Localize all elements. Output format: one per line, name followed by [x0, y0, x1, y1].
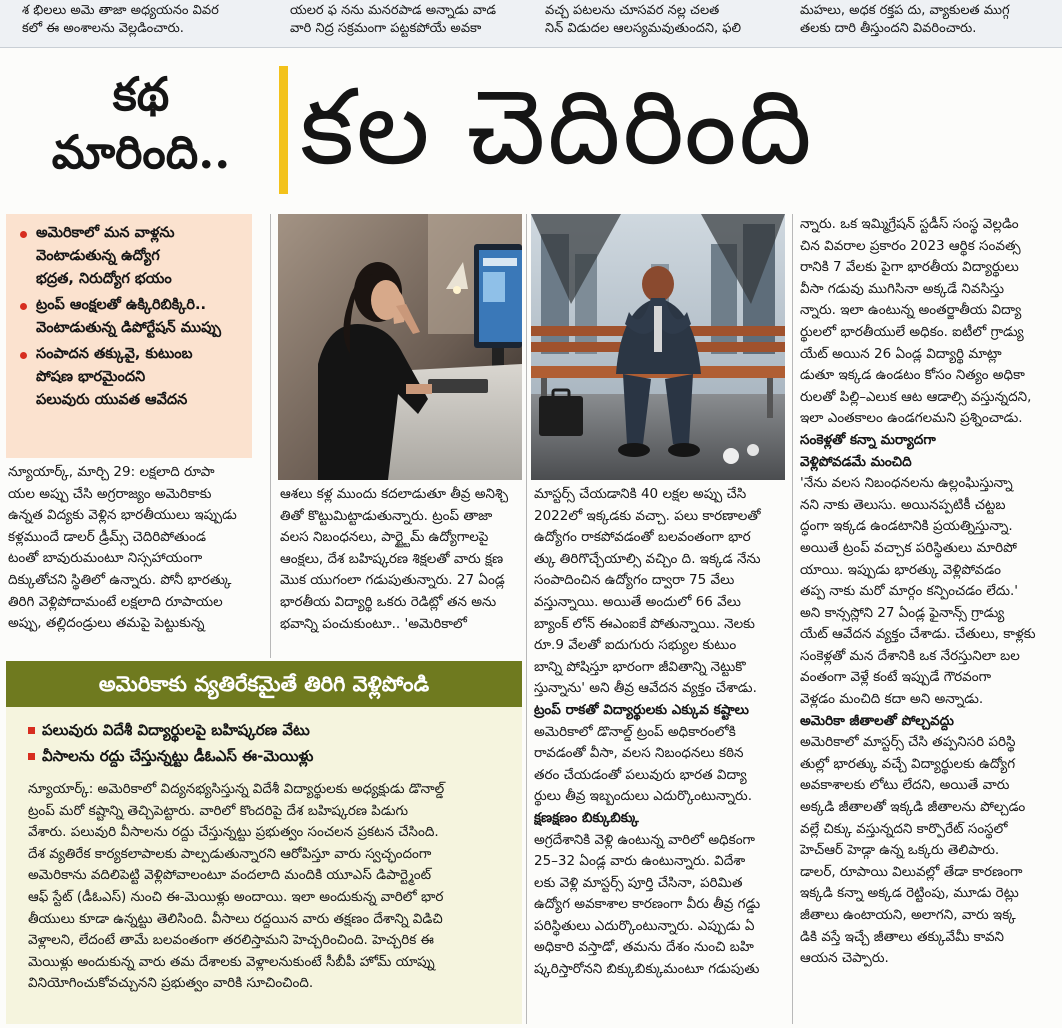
text-line: యేట్ అయిన 26 ఏండ్ల విద్యార్థి మాట్లా	[800, 345, 1002, 362]
photo-man-on-bench	[531, 214, 785, 480]
text-line: అమెరికాలో మాస్టర్స్ చేసి తప్పనిసరి పరిస్థి	[800, 734, 1016, 751]
text-line: 25–32 ఏండ్ల వారు ఉంటున్నారు. విదేశా	[534, 853, 746, 870]
text-line: ఆఫ్ స్టేట్ (డీఓఎస్) నుంచి ఈ-మెయిళ్లు అందాయి. ఇలా అందుకున్న వారిలో భార	[28, 888, 444, 905]
text-line: అయితే ట్రంప్ వచ్చాక పరిస్థితులు మారిపో	[800, 539, 1017, 556]
subheading: ట్రంప్ రాకతో విద్యార్థులకు ఎక్కువ కష్టాలు	[534, 701, 749, 718]
highlights-box	[6, 214, 252, 458]
text-line: తితో కొట్టుమిట్టాడుతున్నారు. ట్రంప్ తాజా	[280, 507, 493, 524]
strip-line: వారి నిద్ర సక్రమంగా పట్టకపోయే అవకా	[290, 21, 482, 36]
text-line: సంకెళ్లతో మన దేశానికి ఒక నేరస్తునిలా బల	[800, 647, 1020, 664]
text-line: తిరిగి వెళ్లిపోదామంటే లక్షలాది రూపాయల	[8, 593, 223, 610]
article-column-2	[280, 484, 524, 635]
text-line: ఉన్నత విద్యకు వెళ్లిన భారతీయులు ఇప్పుడు	[8, 507, 237, 524]
text-line: రానికి 7 వేలకు పైగా భారతీయ విద్యార్థులు	[800, 259, 1019, 276]
previous-article-strip	[0, 0, 1062, 48]
column-rule	[270, 214, 271, 658]
text-line: తప్ప నాకు మరో మార్గం కన్పించడం లేదు.'	[800, 583, 1018, 600]
text-line: ఉద్యోగం రాకపోవడంతో బలవంతంగా భార	[534, 529, 751, 546]
text-line: మాస్టర్స్ చేయడానికి 40 లక్షల అప్పు చేసి	[534, 486, 747, 502]
article-column-3	[534, 484, 790, 981]
text-line: న్యూయార్క్, మార్చి 29: లక్షలాది రూపా	[8, 464, 215, 480]
text-line: మెయిళ్లు అందుకున్న వారు తమ దేశాలకు వెళ్లాలనుకుంటే సీబీపీ హోమ్ యాప్ను	[28, 953, 435, 970]
text-line: ఉద్యోగ అవకాశాల కారణంగా వీరు తీవ్ర గడ్డు	[534, 896, 761, 913]
text-line: ఆయన చెప్పారు.	[800, 950, 889, 967]
text-line: ద్ధంగా ఇక్కడ ఉండటానికి ప్రయత్నిస్తున్నా.	[800, 518, 1013, 535]
highlight-line: వెంటాడుతున్న ఉద్యోగ	[36, 248, 160, 264]
photo-stressed-woman	[278, 214, 522, 480]
subheading: సంకెళ్లతో కన్నా మర్యాదగా	[800, 431, 936, 448]
text-line: భారతీయ విద్యార్థి ఒకరు రెడిట్లో తన అను	[280, 593, 497, 610]
article-column-1	[8, 462, 266, 635]
strip-line: శ భిలలు అమె తాజా అధ్యయనం వివర	[22, 3, 219, 18]
article-column-4	[800, 214, 1058, 970]
text-line: ర్థులలో భారతీయులే అధికం. ఐటీలో గ్రాడ్యు	[800, 323, 1024, 340]
text-line: డాలర్, రూపాయి విలువల్లో తేడా కారణంగా	[800, 863, 1023, 880]
text-line: రులతో పిల్లి–ఎలుక ఆట ఆడాల్సి వస్తున్నదని,	[800, 388, 1032, 405]
text-line: వీసా గడువు ముగిసినా అక్కడే నివసిస్తు	[800, 280, 1005, 297]
section-body	[28, 779, 512, 995]
text-line: అక్కడి జీతాలతో ఇక్కడి జీతాలను పోల్చడం	[800, 799, 1026, 816]
text-line: బ్యాంక్ లోన్ ఈఎంఐకే పోతున్నాయి. నెలకు	[534, 615, 755, 632]
column-rule	[792, 214, 793, 1024]
text-line: ట్రంప్ మరో కష్టాన్ని తెచ్చిపెట్టారు. వారిలో కొందరిపై దేశ బహిష్కరణ పిడుగు	[28, 802, 409, 819]
text-line: ఇలా ఎంతకాలం ఉండగలమని ప్రశ్నించాడు.	[800, 410, 1023, 427]
column-rule	[526, 214, 527, 1024]
strip-column-4	[800, 0, 1058, 48]
text-line: అమెరికాను వదిలిపెట్టి వెళ్లిపోవాలంటూ వందలాది మందికి యూఎస్ డిపార్ట్మెంట్	[28, 867, 432, 884]
text-line: స్తున్నాను' అని తీవ్ర ఆవేదన వ్యక్తం చేశాడు.	[534, 680, 757, 697]
highlight-line: పలువురు యువత ఆవేదన	[36, 392, 188, 408]
text-line: వినియోగించుకోవచ్చునని ప్రభుత్వం వారికి సూచించింది.	[28, 975, 314, 992]
highlight-item	[20, 343, 246, 412]
text-line: ఇక్కడి కన్నా అక్కడ రెట్టింపు, మూడు రెట్లు	[800, 885, 1019, 902]
text-line: వల్లే చిక్కు వస్తున్నదని కార్పొరేట్ సంస్థలో	[800, 820, 1008, 837]
text-line: వేశారు. పలువురి వీసాలను రద్దు చేస్తున్నట్టు ప్రభుత్వం సంచలన ప్రకటన చేసింది.	[28, 824, 439, 841]
text-line: అప్పు, తల్లిదండ్రులు తమపై పెట్టుకున్న	[8, 615, 205, 632]
text-line: వెళ్లడం మంచిది కదా అని అన్నాడు.	[800, 691, 984, 708]
text-line: అవకాశాలకు లోటు లేదని, అయితే వారు	[800, 777, 1010, 794]
section-bullet: పలువురు విదేశీ విద్యార్థులపై బహిష్కరణ వేటు	[28, 717, 512, 743]
text-line: యాయి. ఇప్పుడు భారత్కు వెళ్లిపోవడం	[800, 561, 1001, 578]
text-line: పరిస్థితులు ఎదుర్కొంటున్నారు. ఎప్పుడు ఏ	[534, 917, 755, 934]
highlight-item	[20, 222, 246, 291]
photo-stressed-woman-image	[278, 214, 522, 480]
text-line: న్నారు. ఇలా ఉంటున్న అంతర్జాతీయ విద్యా	[800, 302, 1022, 319]
text-line: అమెరికాలో డొనాల్డ్ ట్రంప్ అధికారంలోకి	[534, 723, 736, 740]
highlight-line: భద్రత, నిరుద్యోగ భయం	[36, 271, 172, 287]
strip-line: కలో ఈ అంశాలను వెల్లడించారు.	[22, 21, 184, 36]
text-line: కళ్లముందే డాలర్ డ్రీమ్స్ చెదిరిపోతుండ	[8, 528, 207, 545]
text-line: అని కాన్సస్లోని 27 ఏండ్ల ఫైనాన్స్ గ్రాడ్యు	[800, 604, 1005, 621]
text-line: వంతంగా వెళ్లే కంటే ఇప్పుడే గౌరవంగా	[800, 669, 992, 686]
text-line: తరం చేయడంతో పలువురు భారత విద్యా	[534, 766, 747, 783]
text-line: జీతాలు ఉంటాయని, అలాగని, వారు ఇక్క	[800, 907, 1016, 923]
text-line: మొక యుగంలా గడుపుతున్నారు. 27 ఏండ్ల	[280, 572, 505, 589]
text-line: న్యూయార్క్: అమెరికాలో విద్యనభ్యసిస్తున్న విదేశీ విద్యార్థులకు అధ్యక్షుడు డొనాల్డ్	[28, 781, 445, 797]
subheading: క్షణక్షణం బిక్కుబిక్కు	[534, 809, 639, 826]
text-line: తీయులు కూడా ఉన్నట్టు తెలిసింది. వీసాలు రద్దయిన వారు తక్షణం దేశాన్ని విడిచి	[28, 910, 443, 927]
text-line: సంపాదించిన ఉద్యోగం ద్వారా 75 వేలు	[534, 572, 735, 589]
text-line: లకు వెళ్లి మాస్టర్స్ పూర్తి చేసినా, పరిమిత	[534, 874, 743, 891]
highlight-line: అమెరికాలో మన వాళ్లను	[36, 225, 175, 241]
photo-man-on-bench-image	[531, 214, 785, 480]
text-line: ఆశలు కళ్ల ముందు కదలాడుతూ తీవ్ర అనిశ్చి	[280, 486, 509, 502]
text-line: డికి వస్తే ఇచ్చే జీతాలు తక్కువేమీ కావని	[800, 928, 1005, 945]
text-line: హెచ్ఆర్ హెడ్గా ఉన్న ఒక్కరు తెలిపారు.	[800, 842, 1000, 859]
strip-line: నిన్ విడుదల ఆలస్యమవుతుందని, ఫలి	[545, 21, 742, 36]
strip-line: తలకు దారి తీస్తుందని వివరించారు.	[800, 21, 977, 36]
strip-column-2	[290, 0, 530, 48]
text-line: వెళ్లాలని, లేదంటే తామే బలవంతంగా తరలిస్తామని హెచ్చరించింది. హెచ్చరిక ఈ	[28, 932, 434, 949]
text-line: 'నేను వలస నిబంధనలను ఉల్లంఘిస్తున్నా	[800, 475, 1013, 492]
highlight-line: పోషణ భారమైందని	[36, 369, 146, 385]
text-line: అధికారి వస్తాడో, తమను దేశం నుంచి బహి	[534, 939, 754, 956]
text-line: చిన వివరాల ప్రకారం 2023 ఆర్థిక సంవత్స	[800, 237, 1021, 254]
subheading: అమెరికా జీతాలతో పోల్చవద్దు	[800, 712, 954, 729]
text-line: త్కు తిరిగొచ్చేయాల్సి వచ్చిం ది. ఇక్కడ నేను	[534, 550, 761, 567]
text-line: దిక్కుతోచని స్థితిలో ఉన్నారు. పోనీ భారత్కు	[8, 571, 232, 588]
headline: కల చెదిరింది	[300, 66, 814, 188]
kicker-line-1: కథ	[112, 67, 170, 121]
text-line: వస్తున్నాయి. అయితే అందులో 66 వేలు	[534, 593, 741, 610]
section-bullet: వీసాలను రద్దు చేస్తున్నట్టు డీఓఎస్ ఈ-మెయిళ్లు	[28, 743, 512, 769]
text-line: రావడంతో వీసా, వలస నిబంధనలు కఠిన	[534, 745, 744, 762]
strip-line: యలర ఫ నను మనరపాడ అన్నాడు వాడ	[290, 3, 496, 18]
strip-column-1	[22, 0, 262, 48]
text-line: న్నారు. ఒక ఇమ్మిగ్రేషన్ స్టడీస్ సంస్థ వెల్లడిం	[800, 216, 1019, 232]
text-line: తుల్లో భారత్కు వచ్చే విద్యార్థులకు ఉద్యోగ	[800, 755, 1016, 772]
kicker	[10, 66, 272, 182]
kicker-line-2: మారింది..	[51, 125, 231, 179]
highlight-line: సంపాదన తక్కువై, కుటుంబ	[36, 346, 193, 362]
section-box	[6, 707, 522, 1024]
text-line: టంతో బావురుమంటూ నిస్సహాయంగా	[8, 550, 203, 567]
text-line: ఆంక్షలు, దేశ బహిష్కరణ శిక్షలతో వారు క్షణ	[280, 550, 504, 567]
text-line: 2022లో ఇక్కడకు వచ్చా. పలు కారణాలతో	[534, 507, 761, 524]
text-line: వలస నిబంధనలు, పార్ట్టైమ్ ఉద్యోగాలపై	[280, 529, 489, 546]
text-line: యేట్ ఆవేదన వ్యక్తం చేశాడు. చేతులు, కాళ్లకు	[800, 626, 1036, 643]
text-line: ర్థులు తీవ్ర ఇబ్బందులు ఎదుర్కొంటున్నారు.	[534, 788, 752, 805]
accent-bar	[279, 66, 288, 194]
text-line: డుతూ ఇక్కడ ఉండటం కోసం నిత్యం అధికా	[800, 367, 1025, 384]
text-line: అగ్రదేశానికి వెళ్లి ఉంటున్న వారిలో అధికంగా	[534, 831, 755, 848]
text-line: భవాన్ని పంచుకుంటూ.. 'అమెరికాలో	[280, 615, 467, 632]
text-line: నని నాకు తెలుసు. అయినప్పటికీ చట్టబ	[800, 496, 1006, 513]
subheading: వెళ్లిపోవడమే మంచిది	[800, 453, 912, 470]
highlight-item	[20, 294, 246, 340]
text-line: దేశ వ్యతిరేక కార్యకలాపాలకు పాల్పడుతున్నారని ఆరోపిస్తూ వారు స్వచ్ఛందంగా	[28, 845, 432, 862]
strip-line: మహలు, అధక రక్తప దు, వ్యాకులత ముగ్గ	[800, 3, 1010, 18]
text-line: యల అప్పు చేసి అగ్రరాజ్యం అమెరికాకు	[8, 485, 212, 502]
strip-line: వచ్చ పటలను చూసవర నల్ల చలత	[545, 3, 720, 18]
text-line: బాన్ని పోషిస్తూ భారంగా జీవితాన్ని నెట్టుకొ	[534, 658, 746, 675]
highlight-line: వెంటాడుతున్న డిపోర్టేషన్ ముప్పు	[36, 320, 221, 336]
text-line: ష్కరిస్తారోనని బిక్కుబిక్కుమంటూ గడుపుతు	[534, 961, 760, 978]
section-banner: అమెరికాకు వ్యతిరేకమైతే తిరిగి వెళ్లిపోండి	[6, 661, 522, 707]
text-line: రూ.9 వేలతో ఐదుగురు సభ్యుల కుటుం	[534, 637, 737, 654]
highlight-line: ట్రంప్ ఆంక్షలతో ఉక్కిరిబిక్కిరి..	[36, 297, 206, 313]
strip-column-3	[545, 0, 785, 48]
